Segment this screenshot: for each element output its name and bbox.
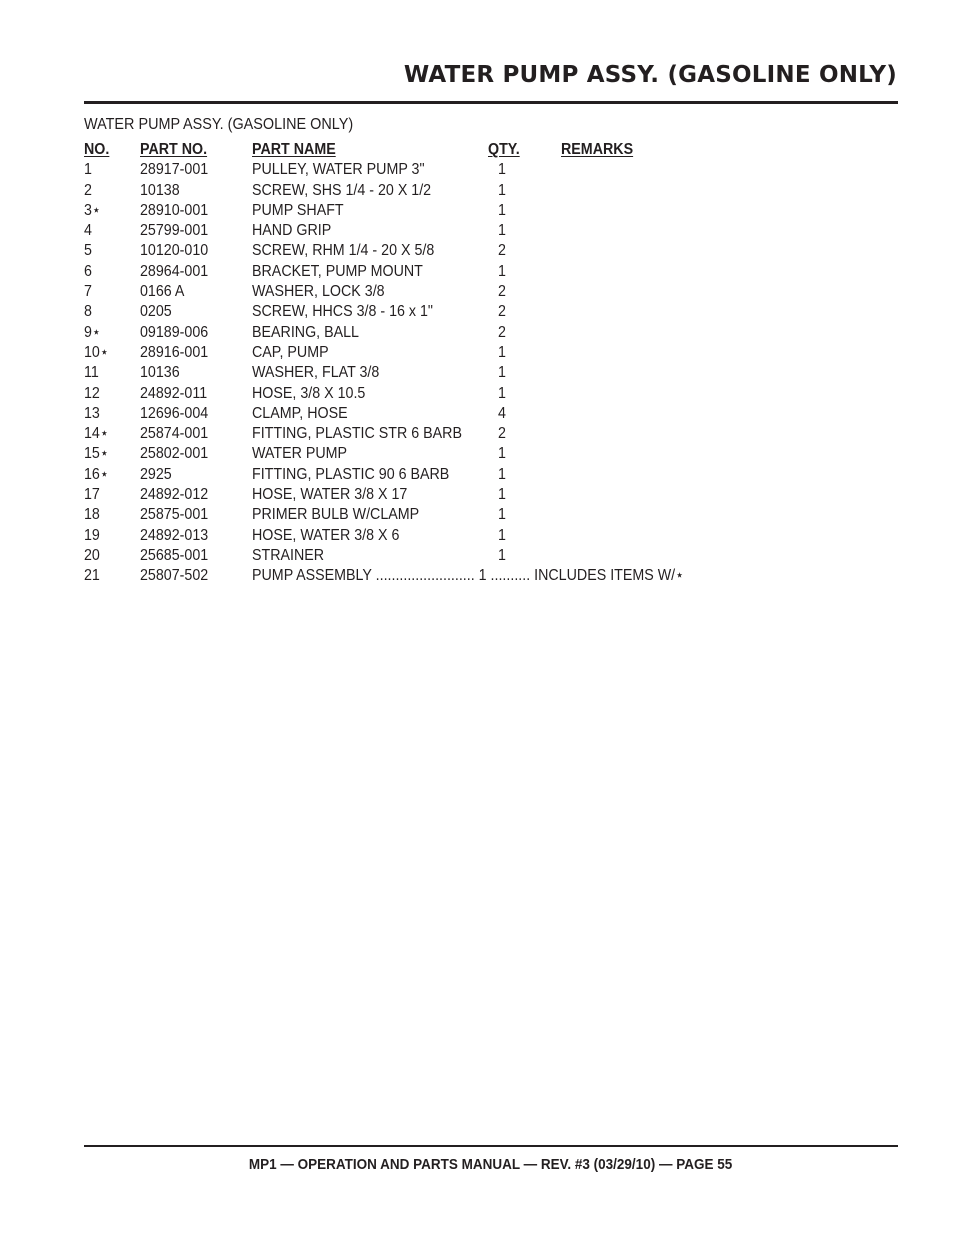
quantity: 4: [498, 404, 506, 422]
part-number: 25875-001: [140, 506, 209, 524]
part-name: WATER PUMP: [252, 445, 348, 463]
part-name: SCREW, RHM 1/4 - 20 X 5/8: [252, 242, 435, 260]
table-row: [84, 526, 784, 546]
part-name: FITTING, PLASTIC 90 6 BARB: [252, 465, 450, 483]
part-name: BEARING, BALL: [252, 323, 359, 341]
part-number: 10138: [140, 181, 180, 199]
quantity: 1: [498, 343, 506, 361]
table-row: [84, 465, 784, 485]
table-row: [84, 444, 784, 464]
part-number: 25802-001: [140, 445, 209, 463]
header-part-name: PART NAME: [252, 141, 336, 158]
part-number: 0166 A: [140, 283, 185, 301]
row-number: 18: [84, 506, 100, 524]
part-name: FITTING, PLASTIC STR 6 BARB: [252, 425, 462, 443]
table-row: [84, 384, 784, 404]
part-name: WASHER, FLAT 3/8: [252, 364, 380, 382]
section-heading: WATER PUMP ASSY. (GASOLINE ONLY): [84, 116, 354, 133]
part-name: WASHER, LOCK 3/8: [252, 283, 385, 301]
footer-label: MP1 — OPERATION AND PARTS MANUAL — REV. #3 (03/29/10) — PAGE 55: [249, 1156, 733, 1173]
title-divider: [84, 101, 898, 104]
table-row: [84, 302, 784, 322]
table-row: [84, 262, 784, 282]
quantity: 1: [498, 262, 506, 280]
table-row: [84, 363, 784, 383]
table-body: [84, 160, 784, 586]
header-qty: QTY.: [488, 141, 520, 158]
part-name: PRIMER BULB W/CLAMP: [252, 506, 420, 524]
table-row: [84, 323, 784, 343]
header-remarks: REMARKS: [561, 141, 634, 158]
part-number: 25685-001: [140, 546, 209, 564]
part-name: PULLEY, WATER PUMP 3": [252, 161, 425, 179]
table-row: [84, 566, 784, 586]
table-row: [84, 404, 784, 424]
row-number: 21: [84, 567, 100, 585]
part-number: 28916-001: [140, 343, 209, 361]
table-row: [84, 505, 784, 525]
table-header-row: [84, 140, 784, 160]
row-number: 11: [84, 364, 99, 382]
row-number: 13: [84, 404, 100, 422]
row-number: 2: [84, 181, 92, 199]
part-number: 0205: [140, 303, 172, 321]
part-number: 25807-502: [140, 567, 209, 585]
part-number: 24892-011: [140, 384, 208, 402]
part-name: CLAMP, HOSE: [252, 404, 348, 422]
quantity: 1: [498, 465, 506, 483]
row-number: 8: [84, 303, 92, 321]
table-row: [84, 160, 784, 180]
row-number: 19: [84, 526, 100, 544]
part-name: HOSE, WATER 3/8 X 17: [252, 486, 408, 504]
row-number: 3⋆: [84, 201, 101, 219]
part-name: CAP, PUMP: [252, 343, 329, 361]
table-row: [84, 201, 784, 221]
part-number: 2925: [140, 465, 172, 483]
part-name: HAND GRIP: [252, 222, 332, 240]
quantity: 2: [498, 283, 506, 301]
part-number: 25874-001: [140, 425, 209, 443]
quantity: 1: [498, 526, 506, 544]
footer-divider: [84, 1145, 898, 1147]
table-row: [84, 546, 784, 566]
part-number: 28917-001: [140, 161, 209, 179]
part-number: 28964-001: [140, 262, 209, 280]
quantity: 1: [498, 486, 506, 504]
quantity: 1: [498, 546, 506, 564]
row-number: 9⋆: [84, 323, 101, 341]
page-title: WATER PUMP ASSY. (GASOLINE ONLY): [403, 62, 897, 88]
table-row: [84, 343, 784, 363]
part-name: HOSE, 3/8 X 10.5: [252, 384, 366, 402]
row-number: 20: [84, 546, 100, 564]
table-row: [84, 241, 784, 261]
part-number: 09189-006: [140, 323, 209, 341]
row-number: 12: [84, 384, 100, 402]
part-number: 12696-004: [140, 404, 209, 422]
row-number: 15⋆: [84, 445, 109, 463]
part-name: SCREW, SHS 1/4 - 20 X 1/2: [252, 181, 432, 199]
quantity: 1: [498, 201, 506, 219]
quantity: 2: [498, 303, 506, 321]
row-number: 16⋆: [84, 465, 109, 483]
quantity: 1: [498, 445, 506, 463]
row-number: 4: [84, 222, 92, 240]
part-name: PUMP SHAFT: [252, 201, 344, 219]
part-name: BRACKET, PUMP MOUNT: [252, 262, 423, 280]
row-number: 1: [84, 161, 92, 179]
quantity: 2: [498, 323, 506, 341]
row-number: 17: [84, 486, 100, 504]
part-number: 24892-012: [140, 486, 209, 504]
table-row: [84, 181, 784, 201]
part-name: HOSE, WATER 3/8 X 6: [252, 526, 400, 544]
part-name: PUMP ASSEMBLY ......................... 1 .......... INCLUDES ITEMS W/⋆: [252, 567, 685, 585]
part-number: 10120-010: [140, 242, 209, 260]
table-row: [84, 485, 784, 505]
quantity: 1: [498, 384, 506, 402]
quantity: 2: [498, 242, 506, 260]
row-number: 6: [84, 262, 92, 280]
part-number: 10136: [140, 364, 180, 382]
quantity: 1: [498, 181, 506, 199]
quantity: 2: [498, 425, 506, 443]
row-number: 7: [84, 283, 92, 301]
quantity: 1: [498, 161, 506, 179]
row-number: 14⋆: [84, 425, 109, 443]
table-row: [84, 424, 784, 444]
header-part-no: PART NO.: [140, 141, 208, 158]
parts-table: [84, 140, 784, 587]
part-name: STRAINER: [252, 546, 325, 564]
table-row: [84, 282, 784, 302]
part-number: 24892-013: [140, 526, 209, 544]
quantity: 1: [498, 506, 506, 524]
quantity: 1: [498, 364, 506, 382]
page-footer: [0, 1156, 954, 1173]
header-no: NO.: [84, 141, 110, 158]
row-number: 10⋆: [84, 343, 109, 361]
quantity: 1: [498, 222, 506, 240]
part-name: SCREW, HHCS 3/8 - 16 x 1": [252, 303, 433, 321]
table-row: [84, 221, 784, 241]
row-number: 5: [84, 242, 92, 260]
part-number: 25799-001: [140, 222, 209, 240]
part-number: 28910-001: [140, 201, 209, 219]
